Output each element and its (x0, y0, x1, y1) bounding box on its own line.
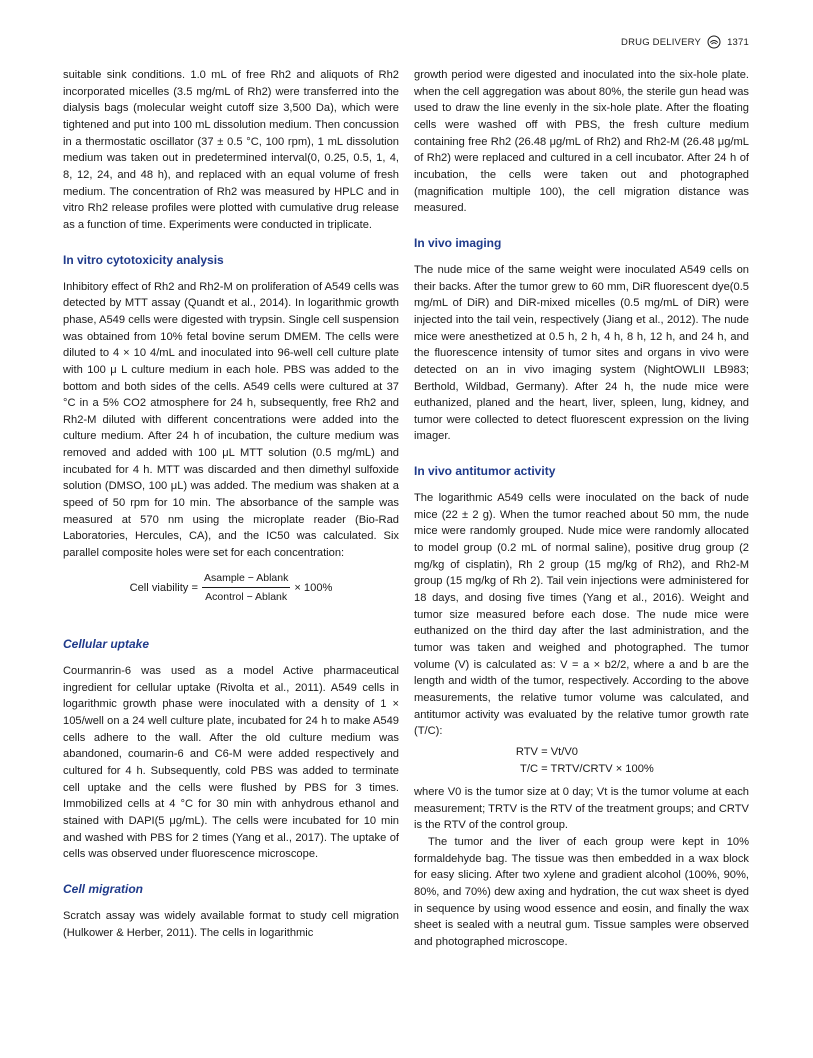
formula-denominator: Acontrol − Ablank (205, 591, 288, 604)
cell-viability-formula (63, 570, 399, 606)
formula-numerator: Asample − Ablank (202, 570, 290, 589)
formula-rhs: × 100% (294, 581, 333, 594)
journal-name: DRUG DELIVERY (621, 36, 702, 48)
journal-logo-icon (707, 35, 721, 49)
section-heading: Cell migration (63, 881, 144, 896)
page-number: 1371 (727, 36, 749, 48)
section-heading: Cellular uptake (63, 637, 150, 652)
section-heading: In vitro cytotoxicity analysis (63, 252, 224, 267)
paragraph: Inhibitory effect of Rh2 and Rh2-M on proliferation of A549 cells was detected by MTT assay (Quandt et al., 2014). In logarithmic growth phase, A549 cells were digested with trypsin. Single cell suspension was obtained from 10% fetal bovine serum DMEM. The cells were diluted to 4 × 10 4/mL and inoculated into 96-well cell culture plate with 100 μ L culture medium in each hole. PBS was added to the bottom and both sides of the cells. A549 cells were cultured at 37 °C in a 5% CO2 atmosphere for 24 h, subsequently, free Rh2 and Rh2-M diluted with different concentrations were added into the culture medium. After 24 h of incubation, the culture medium was removed and added with 100 μL MTT solution (0.5 mg/mL) and incubated for 4 h. MTT was discarded and then dimethyl sulfoxide solution (DMSO, 100 μL) was added. The medium was shaken at a speed of 50 rpm for 10 min. The absorbance of the sample was measured at 570 nm using the microplate reader (Bio-Rad Laboratories, Hercules, CA), and the IC50 was calculated. Six parallel composite holes were set for each concentration: (63, 280, 399, 560)
equation-tc: T/C = TRTV/CRTV × 100% (520, 762, 654, 775)
left-column (63, 67, 399, 941)
formula-lhs: Cell viability = (129, 581, 198, 594)
rtv-equations (506, 744, 749, 778)
section-heading: In vivo imaging (414, 235, 502, 250)
paragraph: growth period were digested and inoculated into the six-hole plate. when the cell aggregation was about 80%, the sterile gun head was used to draw the line evenly in the six-hole plate. After the floating cells were washed off with PBS, the fresh culture medium containing free Rh2 (26.48 μg/mL of Rh2) and Rh2-M (26.48 μg/mL of Rh2) were replaced and cultured in a cell incubator. After 24 h of incubation, the cells were taken out and photographed (magnification multiple 100), the cell migration distance was measured. (414, 69, 749, 215)
equation-rtv: RTV = Vt/V0 (515, 745, 578, 758)
paragraph: suitable sink conditions. 1.0 mL of free Rh2 and aliquots of Rh2 incorporated micelles (3.5 mg/mL of Rh2) were transferred into the dialysis bags (molecular weight cutoff size 3,500 Da), which were tightened and put into 100 mL dissolution medium. Then concussion in a thermostatic oscillator (37 ± 0.5 °C, 100 rpm), 1 mL dissolution medium was taken out in predetermined interval(0, 0.25, 0.5, 1, 4, 8, 12, 24, and 48 h), and replaced with an equal volume of fresh medium. The concentration of Rh2 was measured by HPLC and in vitro Rh2 release profiles were plotted with cumulative drug release as a function of time. Experiments were conducted in triplicate. (63, 69, 399, 231)
section-heading: In vivo antitumor activity (414, 464, 556, 479)
paragraph: The nude mice of the same weight were inoculated A549 cells on their backs. After the tumor grew to 60 mm, DiR fluorescent dye(0.5 mg/mL of DiR) and DiR-mixed micelles (0.5 mg/mL of DiR) were injected into the tail vein, respectively (Jiang et al., 2012). The nude mice were anesthetized at 0.5 h, 2 h, 4 h, 8 h, 12 h, and 24 h, and the fluorescence intensity of tumor sites and organs in vivo were detected on an in vivo imaging system (NightOWLII LB983; Berthold, Wildbad, Germany). After 24 h, the nude mice were euthanized, planed and the heart, liver, spleen, lung, kidney, and tumor were collected to detect fluorescent expression on the living imager. (414, 263, 749, 443)
paragraph: Courmanrin-6 was used as a model Active pharmaceutical ingredient for cellular uptake (Rivolta et al., 2011). A549 cells in logarithmic growth phase were inoculated with a density of 1 × 105/well on a 24 well culture plate, incubated for 24 h to make A549 cells adhere to the wall. After the old culture medium was abandoned, coumarin-6 and C6-M were added respectively and cultured for 4 h. Subsequently, cold PBS was added to terminate cell uptake and the cells were flushed by PBS for 3 times. Immobilized cells at 4 °C for 30 min with anhydrous ethanol and stained with DAPI(5 μg/mL). The cells were incubated for 10 min and washed with PBS for 2 times (Yang et al., 2017). The uptake of cells was observed under fluorescence microscope. (63, 665, 399, 861)
right-column (414, 67, 749, 951)
paragraph: Scratch assay was widely available format to study cell migration (Hulkower & Herber, 2011). The cells in logarithmic (63, 909, 399, 939)
paragraph: The logarithmic A549 cells were inoculated on the back of nude mice (22 ± 2 g). When the tumor reached about 50 mm, the nude mice were randomly grouped. Nude mice were randomly allocated to model group (0.2 mL of normal saline), positive drug group (2 mg/kg of cisplatin), Rh 2 group (15 mg/kg of Rh2), and Rh2-M group (15 mg/kg of Rh 2). Tail vein injections were administered for 18 days, and dosing five times (Yang et al., 2016). Weight and tumor size measured before each dose. The nude mice were euthanized on the third day after the last administration, and the tumor was taken and weighed and photographed. The tumor volume (V) is calculated as: V = a × b2/2, where a and b are the length and width of the tumor, respectively. According to the above measurements, the relative tumor volume was calculated, and antitumor activity was evaluated by the relative tumor growth rate (T/C): (414, 492, 749, 738)
formula-fraction (202, 570, 290, 606)
paragraph: where V0 is the tumor size at 0 day; Vt is the tumor volume at each measurement; TRTV is the RTV of the treatment groups; and CRTV is the RTV of the control group. (414, 785, 749, 832)
paragraph: The tumor and the liver of each group were kept in 10% formaldehyde bag. The tissue was then embedded in a wax block for easy slicing. After two xylene and gradient alcohol (100%, 90%, 80%, and 70%) dew axing and hydration, the cut wax sheet is dyed in sequence by using wood essence and eosin, and finally the wax sheet is sealed with a neutral gum. Tissue samples were observed and photographed microscope. (414, 835, 749, 948)
running-header (621, 35, 749, 49)
